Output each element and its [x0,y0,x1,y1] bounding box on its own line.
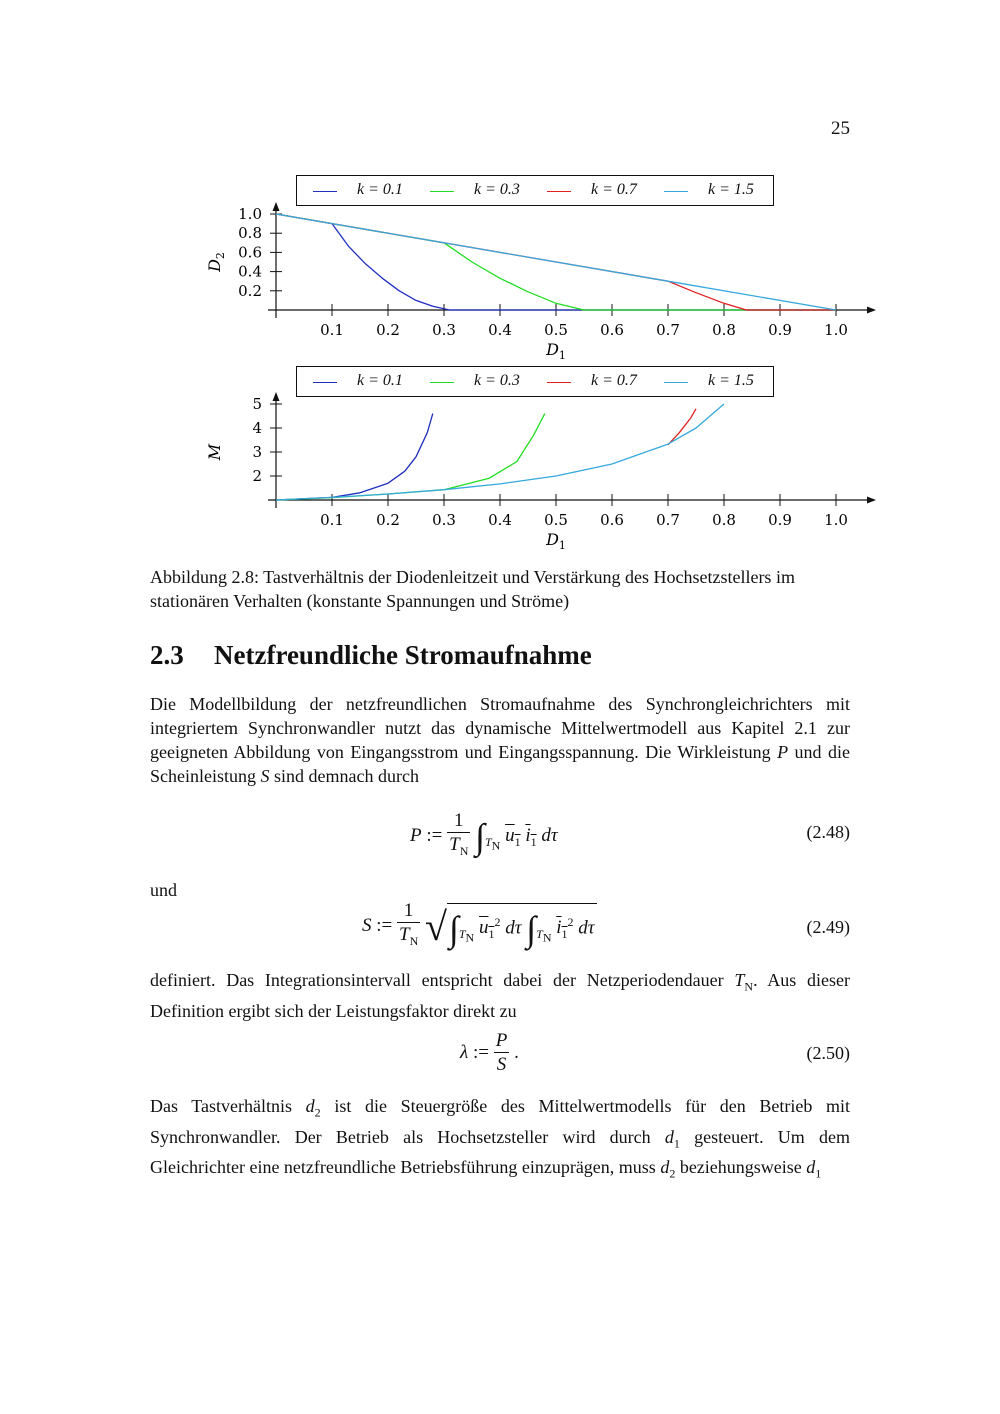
equation-number-2-48: (2.48) [806,822,850,842]
x-tick-label: 0.2 [376,511,400,529]
y-tick-label: 1.0 [238,205,262,223]
legend-label: k = 0.7 [591,372,637,389]
legend-swatch-0 [313,382,337,383]
section-heading [150,640,592,671]
legend-swatch-3 [664,191,688,192]
legend-label: k = 1.5 [708,372,754,389]
series-line [276,214,836,310]
y-tick-label: 0.2 [238,281,262,300]
series-line [276,404,724,500]
legend-swatch-0 [313,191,337,192]
legend-swatch-2 [547,382,571,383]
x-tick-label: 0.1 [320,321,344,339]
x-tick-label: 0.7 [656,321,680,339]
y-tick-label: 3 [252,443,262,461]
x-axis-label: $D_1$ [546,340,566,362]
legend-swatch-1 [430,191,454,192]
y-axis-arrow [273,392,280,401]
legend-label: k = 0.1 [357,372,403,389]
equation-number-2-49: (2.49) [806,917,850,937]
y-tick-label: 5 [252,395,262,413]
paragraph-3: Das Tastverhältnis $d_2$ ist die Steuergröße des Mittelwertmodells für den Betrieb mit Synchronwandler. Der Betrieb als Hochsetzsteller wird durch $d_1$ gesteuert. Um dem Gleichrichter eine netzfreundliche Betriebsführung einzuprägen, muss $d_2$ beziehungsweise $d_1$ [150,1096,850,1181]
y-axis-label: $D_2$ [205,252,227,272]
legend-label: k = 0.3 [474,372,520,389]
legend-label: k = 1.5 [708,181,754,198]
x-tick-label: 0.9 [768,511,792,529]
x-tick-label: 0.4 [488,511,512,529]
figure-caption: Abbildung 2.8: Tastverhältnis der Diodenleitzeit und Verstärkung des Hochsetzstellers im stationären Verhalten (konstante Spannungen und Ströme) [150,567,795,611]
x-tick-label: 0.3 [432,321,456,339]
paragraph-1: Die Modellbildung der netzfreundlichen Stromaufnahme des Synchrongleichrichters mit integriertem Synchronwandler nutzt das dynamische Mittelwertmodell aus Kapitel 2.1 zur geeigneten Abbildung von Eingangsstrom und Eingangsspannung. Die Wirkleistung P und die Scheinleistung S sind demnach durch [150,694,850,786]
section-number: 2.3 [150,640,184,670]
y-tick-label: 0.6 [238,243,262,262]
section-title: Netzfreundliche Stromaufnahme [214,640,592,670]
legend-swatch-2 [547,191,571,192]
page-number: 25 [831,118,850,139]
series-line [276,414,545,500]
x-tick-label: 1.0 [824,511,848,529]
y-axis-label: M [205,443,224,461]
series-line [668,409,696,445]
y-tick-label: 0.4 [238,262,262,281]
legend-swatch-3 [664,382,688,383]
x-axis-arrow [867,497,876,504]
x-axis-arrow [867,307,876,314]
equation-2-48: P := $\frac{1}{T_N}$ $\int_{T_N}$ $u_1$ $i_1$ dτ [410,810,558,858]
x-tick-label: 0.5 [544,511,568,529]
x-tick-label: 0.8 [712,321,736,339]
x-tick-label: 0.6 [600,321,624,339]
y-tick-label: 0.8 [238,224,262,243]
x-tick-label: 0.9 [768,321,792,339]
paragraph-2: definiert. Das Integrationsintervall entspricht dabei der Netzperiodendauer $T_N$. Aus dieser Definition ergibt sich der Leistungsfaktor direkt zu [150,970,850,1021]
legend-label: k = 0.7 [591,181,637,198]
x-tick-label: 0.5 [544,321,568,339]
y-tick-label: 4 [252,419,262,437]
x-tick-label: 0.8 [712,511,736,529]
legend-bottom [296,366,774,397]
series-line [276,414,433,500]
equation-2-50: λ := $\frac{P}{S}$ . [460,1030,519,1075]
x-tick-label: 0.1 [320,511,344,529]
x-tick-label: 0.6 [600,511,624,529]
figure [190,170,848,560]
x-tick-label: 1.0 [824,321,848,339]
y-axis-arrow [273,202,280,211]
x-tick-label: 0.2 [376,321,400,339]
equation-number-2-50: (2.50) [806,1043,850,1063]
legend-label: k = 0.1 [357,181,403,198]
legend-swatch-1 [430,382,454,383]
und-text: und [150,880,177,900]
x-tick-label: 0.4 [488,321,512,339]
x-tick-label: 0.3 [432,511,456,529]
x-tick-label: 0.7 [656,511,680,529]
legend-top [296,175,774,206]
equation-2-49: S := $\frac{1}{T_N}$ $√\int_{T_N}$ $u_1^2$ dτ $\int_{T_N}$ $i_1^2$ dτ [362,900,595,949]
y-tick-label: 2 [252,467,262,485]
x-axis-label: $D_1$ [546,530,566,552]
legend-label: k = 0.3 [474,181,520,198]
